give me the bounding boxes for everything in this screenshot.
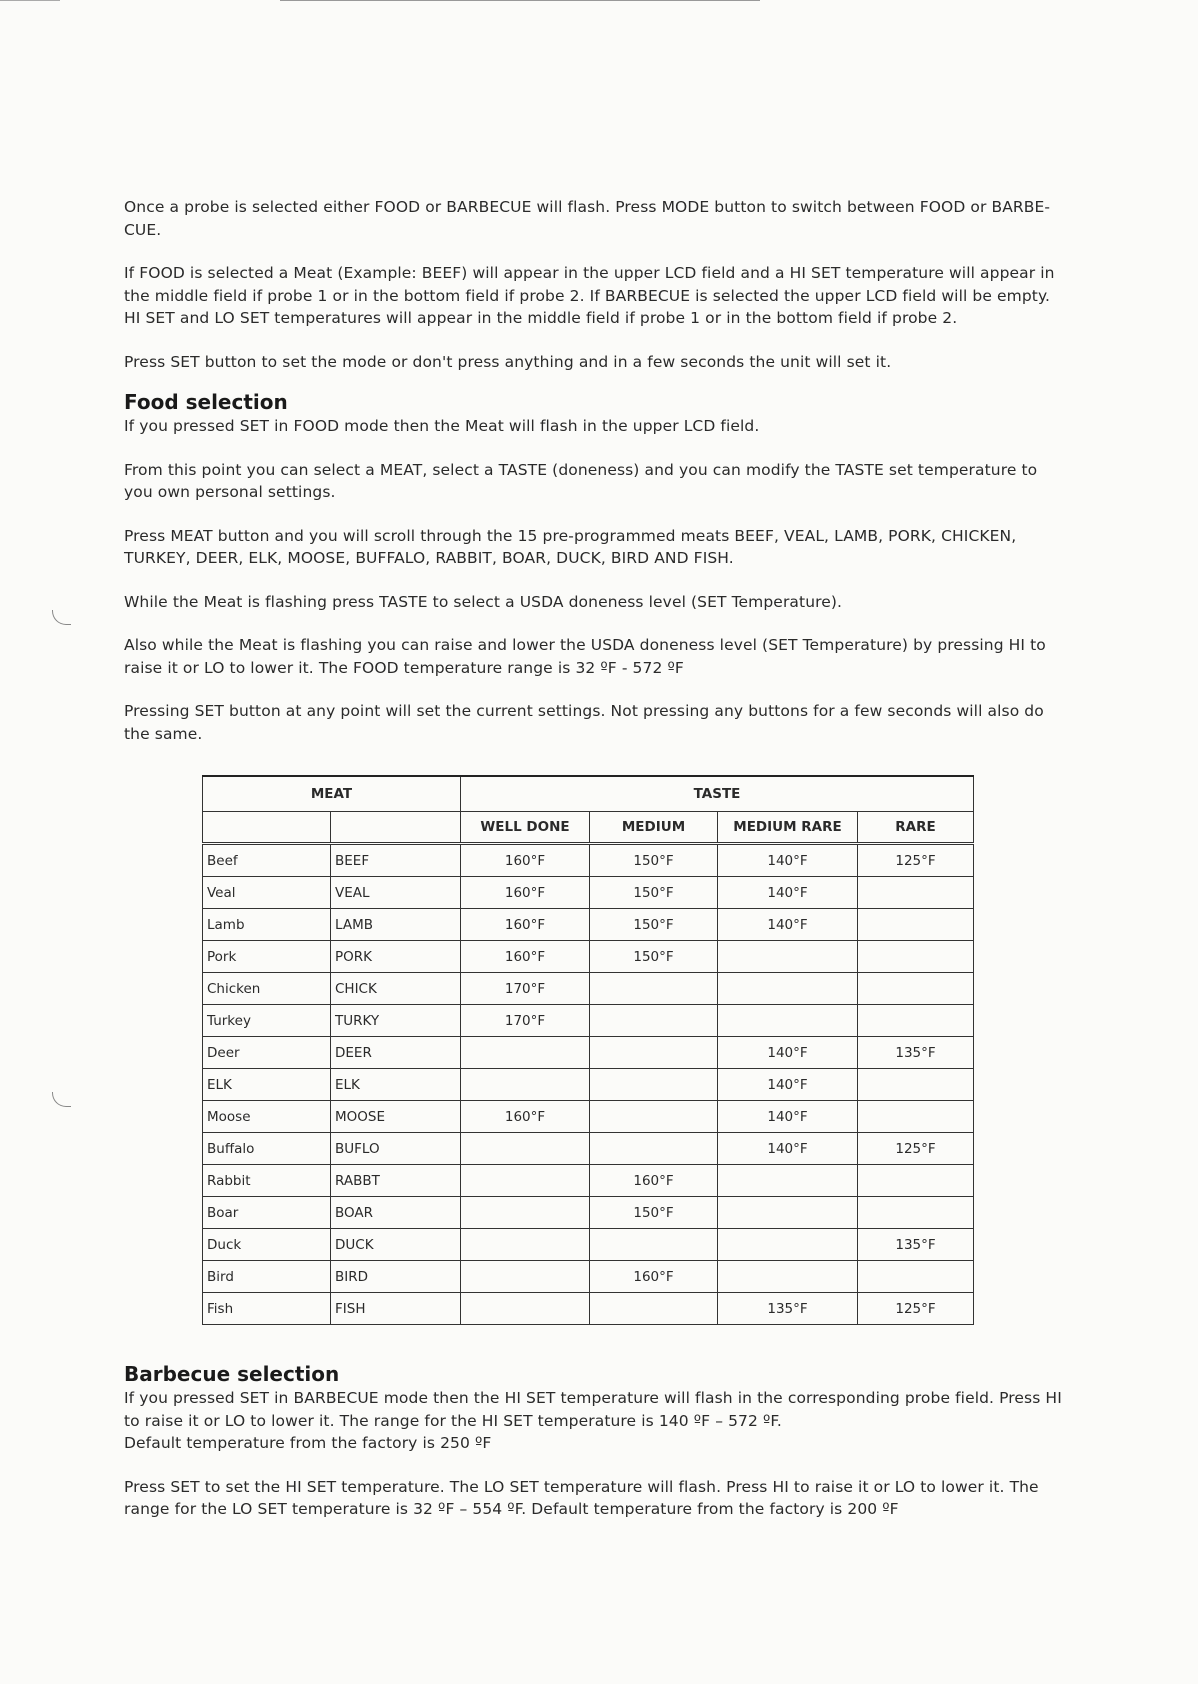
food-paragraph-6: Pressing SET button at any point will set the current settings. Not pressing any buttons for a few seconds will also do the same. — [124, 702, 1044, 743]
temperature-cell — [858, 973, 974, 1005]
meat-name-cell: Beef — [203, 844, 331, 877]
meat-name-cell: Chicken — [203, 973, 331, 1005]
temperature-cell — [590, 1101, 718, 1133]
bbq-paragraph-1: If you pressed SET in BARBECUE mode then the HI SET temperature will flash in the corresponding probe field. Press HI to raise it or LO to lower it. The range for the HI SET temperature is 140 ºF – 572 ºF. — [124, 1389, 1062, 1430]
meat-code-cell: MOOSE — [331, 1101, 461, 1133]
meat-name-cell: Duck — [203, 1229, 331, 1261]
temperature-cell: 125°F — [858, 1293, 974, 1325]
temperature-cell: 140°F — [718, 909, 858, 941]
temperature-cell — [461, 1229, 590, 1261]
table-row — [203, 1293, 974, 1325]
temperature-cell: 160°F — [590, 1165, 718, 1197]
table-row — [203, 1037, 974, 1069]
temperature-cell: 125°F — [858, 1133, 974, 1165]
food-paragraph-1: If you pressed SET in FOOD mode then the Meat will flash in the upper LCD field. — [124, 417, 760, 435]
temperature-cell — [858, 1165, 974, 1197]
intro-paragraph-2: If FOOD is selected a Meat (Example: BEEF) will appear in the upper LCD field and a HI SET temperature will appear in the middle field if probe 1 or in the bottom field if probe 2. If BARBECUE is selected the upper LCD field will be empty. HI SET and LO SET temperatures will appear in the middle field if probe 1 or in the bottom field if probe 2. — [124, 264, 1055, 327]
temperature-cell: 150°F — [590, 877, 718, 909]
table-row — [203, 1229, 974, 1261]
meat-name-cell: Turkey — [203, 1005, 331, 1037]
temperature-cell — [858, 1005, 974, 1037]
meat-code-cell: BOAR — [331, 1197, 461, 1229]
temperature-cell — [718, 973, 858, 1005]
temperature-cell: 135°F — [858, 1229, 974, 1261]
temperature-cell: 160°F — [461, 844, 590, 877]
scan-mark — [52, 610, 71, 625]
table-row — [203, 1005, 974, 1037]
intro-paragraph-1: Once a probe is selected either FOOD or BARBECUE will flash. Press MODE button to switch between FOOD or BARBE- CUE. — [124, 198, 1051, 239]
meat-code-cell: RABBT — [331, 1165, 461, 1197]
temperature-cell: 160°F — [461, 877, 590, 909]
document-body — [124, 196, 1064, 1521]
temperature-cell: 140°F — [718, 844, 858, 877]
temperature-cell: 160°F — [461, 909, 590, 941]
temperature-cell — [461, 1037, 590, 1069]
meat-code-cell: CHICK — [331, 973, 461, 1005]
table-row — [203, 1133, 974, 1165]
temperature-cell — [718, 941, 858, 973]
meat-name-cell: Fish — [203, 1293, 331, 1325]
meat-code-cell: FISH — [331, 1293, 461, 1325]
column-header-medium-rare: MEDIUM RARE — [718, 812, 858, 844]
food-paragraph-2: From this point you can select a MEAT, select a TASTE (doneness) and you can modify the TASTE set temperature to you own personal settings. — [124, 460, 1038, 501]
temperature-cell: 150°F — [590, 1197, 718, 1229]
table-row — [203, 844, 974, 877]
food-paragraph-4: While the Meat is flashing press TASTE to select a USDA doneness level (SET Temperature). — [124, 592, 843, 611]
meat-code-cell: ELK — [331, 1069, 461, 1101]
temperature-cell: 135°F — [858, 1037, 974, 1069]
food-paragraph-3: Press MEAT button and you will scroll through the 15 pre-programmed meats BEEF, VEAL, LAMB, PORK, CHICKEN, TURKEY, DEER, ELK, MOOSE, BUFFALO, RABBIT, BOAR, DUCK, BIRD AND FISH. — [124, 526, 1017, 567]
temperature-cell: 150°F — [590, 941, 718, 973]
table-row — [203, 941, 974, 973]
temperature-cell — [461, 1133, 590, 1165]
temperature-cell: 160°F — [590, 1261, 718, 1293]
temperature-cell: 135°F — [718, 1293, 858, 1325]
temperature-cell: 140°F — [718, 1069, 858, 1101]
column-header-well-done: WELL DONE — [461, 812, 590, 844]
meat-name-cell: Bird — [203, 1261, 331, 1293]
temperature-cell — [858, 1069, 974, 1101]
temperature-cell — [858, 1197, 974, 1229]
temperature-cell — [590, 1229, 718, 1261]
temperature-cell — [718, 1005, 858, 1037]
meat-name-cell: Boar — [203, 1197, 331, 1229]
temperature-cell — [858, 941, 974, 973]
meat-name-cell: Pork — [203, 941, 331, 973]
meat-name-cell: Moose — [203, 1101, 331, 1133]
taste-header: TASTE — [461, 776, 974, 812]
meat-name-cell: Buffalo — [203, 1133, 331, 1165]
bbq-paragraph-1b: Default temperature from the factory is 250 ºF — [124, 1434, 492, 1452]
scan-mark — [52, 1092, 71, 1107]
empty-header-cell — [331, 812, 461, 844]
bbq-paragraph-2: Press SET to set the HI SET temperature. The LO SET temperature will flash. Press HI to raise it or LO to lower it. The range for the LO SET temperature is 32 ºF – 554 ºF. Default temperature from the factory is 200 ºF — [124, 1477, 1039, 1518]
temperature-cell — [590, 973, 718, 1005]
meat-code-cell: VEAL — [331, 877, 461, 909]
temperature-cell: 160°F — [461, 1101, 590, 1133]
temperature-cell — [590, 1133, 718, 1165]
temperature-cell — [858, 1101, 974, 1133]
meat-code-cell: PORK — [331, 941, 461, 973]
table-row — [203, 1069, 974, 1101]
temperature-cell — [590, 1293, 718, 1325]
temperature-cell — [858, 1261, 974, 1293]
temperature-cell — [590, 1037, 718, 1069]
column-header-medium: MEDIUM — [590, 812, 718, 844]
temperature-cell: 125°F — [858, 844, 974, 877]
table-row — [203, 1101, 974, 1133]
meat-code-cell: DUCK — [331, 1229, 461, 1261]
temperature-cell — [461, 1293, 590, 1325]
meat-code-cell: LAMB — [331, 909, 461, 941]
food-selection-heading: Food selection — [124, 390, 288, 414]
meat-code-cell: BIRD — [331, 1261, 461, 1293]
temperature-cell — [718, 1229, 858, 1261]
table-row — [203, 909, 974, 941]
temperature-cell — [461, 1261, 590, 1293]
table-row — [203, 973, 974, 1005]
scan-edge-line — [280, 0, 760, 1]
temperature-cell: 140°F — [718, 877, 858, 909]
barbecue-selection-heading: Barbecue selection — [124, 1362, 340, 1386]
meat-code-cell: BUFLO — [331, 1133, 461, 1165]
temperature-cell — [718, 1165, 858, 1197]
temperature-cell: 150°F — [590, 844, 718, 877]
meat-code-cell: DEER — [331, 1037, 461, 1069]
meat-name-cell: Deer — [203, 1037, 331, 1069]
food-paragraph-5: Also while the Meat is flashing you can raise and lower the USDA doneness level (SET Temperature) by pressing HI to raise it or LO to lower it. The FOOD temperature range is 32 ºF - 572 ºF — [124, 636, 1046, 677]
temperature-cell — [590, 1069, 718, 1101]
temperature-cell: 140°F — [718, 1037, 858, 1069]
temperature-cell: 150°F — [590, 909, 718, 941]
temperature-cell: 160°F — [461, 941, 590, 973]
temperature-cell — [858, 909, 974, 941]
empty-header-cell — [203, 812, 331, 844]
temperature-cell: 170°F — [461, 1005, 590, 1037]
meat-header: MEAT — [203, 776, 461, 812]
table-row — [203, 1165, 974, 1197]
temperature-cell — [718, 1261, 858, 1293]
intro-paragraph-3: Press SET button to set the mode or don't press anything and in a few seconds the unit will set it. — [124, 352, 892, 371]
meat-taste-table — [202, 775, 974, 1325]
meat-code-cell: BEEF — [331, 844, 461, 877]
meat-name-cell: ELK — [203, 1069, 331, 1101]
meat-name-cell: Rabbit — [203, 1165, 331, 1197]
temperature-cell: 140°F — [718, 1101, 858, 1133]
meat-name-cell: Lamb — [203, 909, 331, 941]
table-row — [203, 877, 974, 909]
table-row — [203, 1197, 974, 1229]
scan-edge-line — [0, 0, 60, 1]
table-row — [203, 1261, 974, 1293]
column-header-rare: RARE — [858, 812, 974, 844]
temperature-cell: 140°F — [718, 1133, 858, 1165]
temperature-cell: 170°F — [461, 973, 590, 1005]
meat-code-cell: TURKY — [331, 1005, 461, 1037]
temperature-cell — [461, 1069, 590, 1101]
temperature-cell — [858, 877, 974, 909]
temperature-cell — [590, 1005, 718, 1037]
temperature-cell — [461, 1165, 590, 1197]
temperature-cell — [718, 1197, 858, 1229]
meat-name-cell: Veal — [203, 877, 331, 909]
temperature-cell — [461, 1197, 590, 1229]
